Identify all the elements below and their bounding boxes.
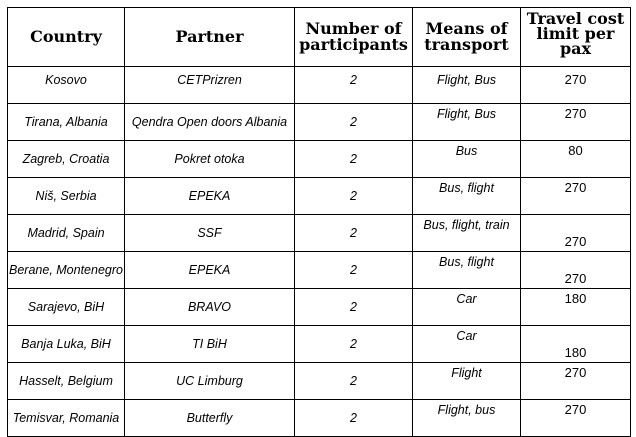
- transport-cell: Flight: [413, 363, 521, 400]
- header-partner: Partner: [125, 8, 295, 67]
- country-cell: Banja Luka, BiH: [8, 326, 125, 363]
- partner-cell: UC Limburg: [125, 363, 295, 400]
- table-row: [8, 400, 631, 437]
- cost-cell: 270: [521, 363, 631, 400]
- partner-cell: CETPrizren: [125, 67, 295, 104]
- partner-cell: EPEKA: [125, 178, 295, 215]
- cost-cell: 270: [521, 178, 631, 215]
- transport-cell: Bus, flight, train: [413, 215, 521, 252]
- transport-cell: Car: [413, 289, 521, 326]
- participants-cell: 2: [295, 215, 413, 252]
- partner-cell: Pokret otoka: [125, 141, 295, 178]
- country-cell: Hasselt, Belgium: [8, 363, 125, 400]
- table-row: [8, 104, 631, 141]
- header-cost: Travel cost limit per pax: [521, 8, 631, 67]
- participants-cell: 2: [295, 178, 413, 215]
- table-row: [8, 289, 631, 326]
- transport-cell: Car: [413, 326, 521, 363]
- table-row: [8, 178, 631, 215]
- header-row: [8, 8, 631, 67]
- country-cell: Temisvar, Romania: [8, 400, 125, 437]
- header-country: Country: [8, 8, 125, 67]
- table-row: [8, 326, 631, 363]
- transport-cell: Flight, bus: [413, 400, 521, 437]
- participants-cell: 2: [295, 141, 413, 178]
- table-row: [8, 252, 631, 289]
- cost-cell: 270: [521, 104, 631, 141]
- table-row: [8, 215, 631, 252]
- country-cell: Sarajevo, BiH: [8, 289, 125, 326]
- country-cell: Niš, Serbia: [8, 178, 125, 215]
- cost-cell: 270: [521, 67, 631, 104]
- partner-cell: BRAVO: [125, 289, 295, 326]
- country-cell: Zagreb, Croatia: [8, 141, 125, 178]
- header-participants: Number of participants: [295, 8, 413, 67]
- cost-cell: 180: [521, 289, 631, 326]
- partner-cell: TI BiH: [125, 326, 295, 363]
- country-cell: Tirana, Albania: [8, 104, 125, 141]
- participants-cell: 2: [295, 363, 413, 400]
- table-row: [8, 363, 631, 400]
- country-cell: Berane, Montenegro: [8, 252, 125, 289]
- partner-cell: Qendra Open doors Albania: [125, 104, 295, 141]
- participants-cell: 2: [295, 400, 413, 437]
- cost-cell: 80: [521, 141, 631, 178]
- partner-cell: SSF: [125, 215, 295, 252]
- country-cell: Kosovo: [8, 67, 125, 104]
- transport-cell: Flight, Bus: [413, 104, 521, 141]
- table-row: [8, 67, 631, 104]
- participants-cell: 2: [295, 289, 413, 326]
- partner-cell: Butterfly: [125, 400, 295, 437]
- participants-cell: 2: [295, 104, 413, 141]
- header-transport: Means of transport: [413, 8, 521, 67]
- transport-cell: Flight, Bus: [413, 67, 521, 104]
- participants-table: [7, 7, 631, 437]
- transport-cell: Bus, flight: [413, 252, 521, 289]
- partner-cell: EPEKA: [125, 252, 295, 289]
- cost-cell: 270: [521, 252, 631, 289]
- transport-cell: Bus: [413, 141, 521, 178]
- participants-cell: 2: [295, 326, 413, 363]
- cost-cell: 270: [521, 400, 631, 437]
- participants-cell: 2: [295, 67, 413, 104]
- table-row: [8, 141, 631, 178]
- country-cell: Madrid, Spain: [8, 215, 125, 252]
- cost-cell: 180: [521, 326, 631, 363]
- participants-cell: 2: [295, 252, 413, 289]
- cost-cell: 270: [521, 215, 631, 252]
- transport-cell: Bus, flight: [413, 178, 521, 215]
